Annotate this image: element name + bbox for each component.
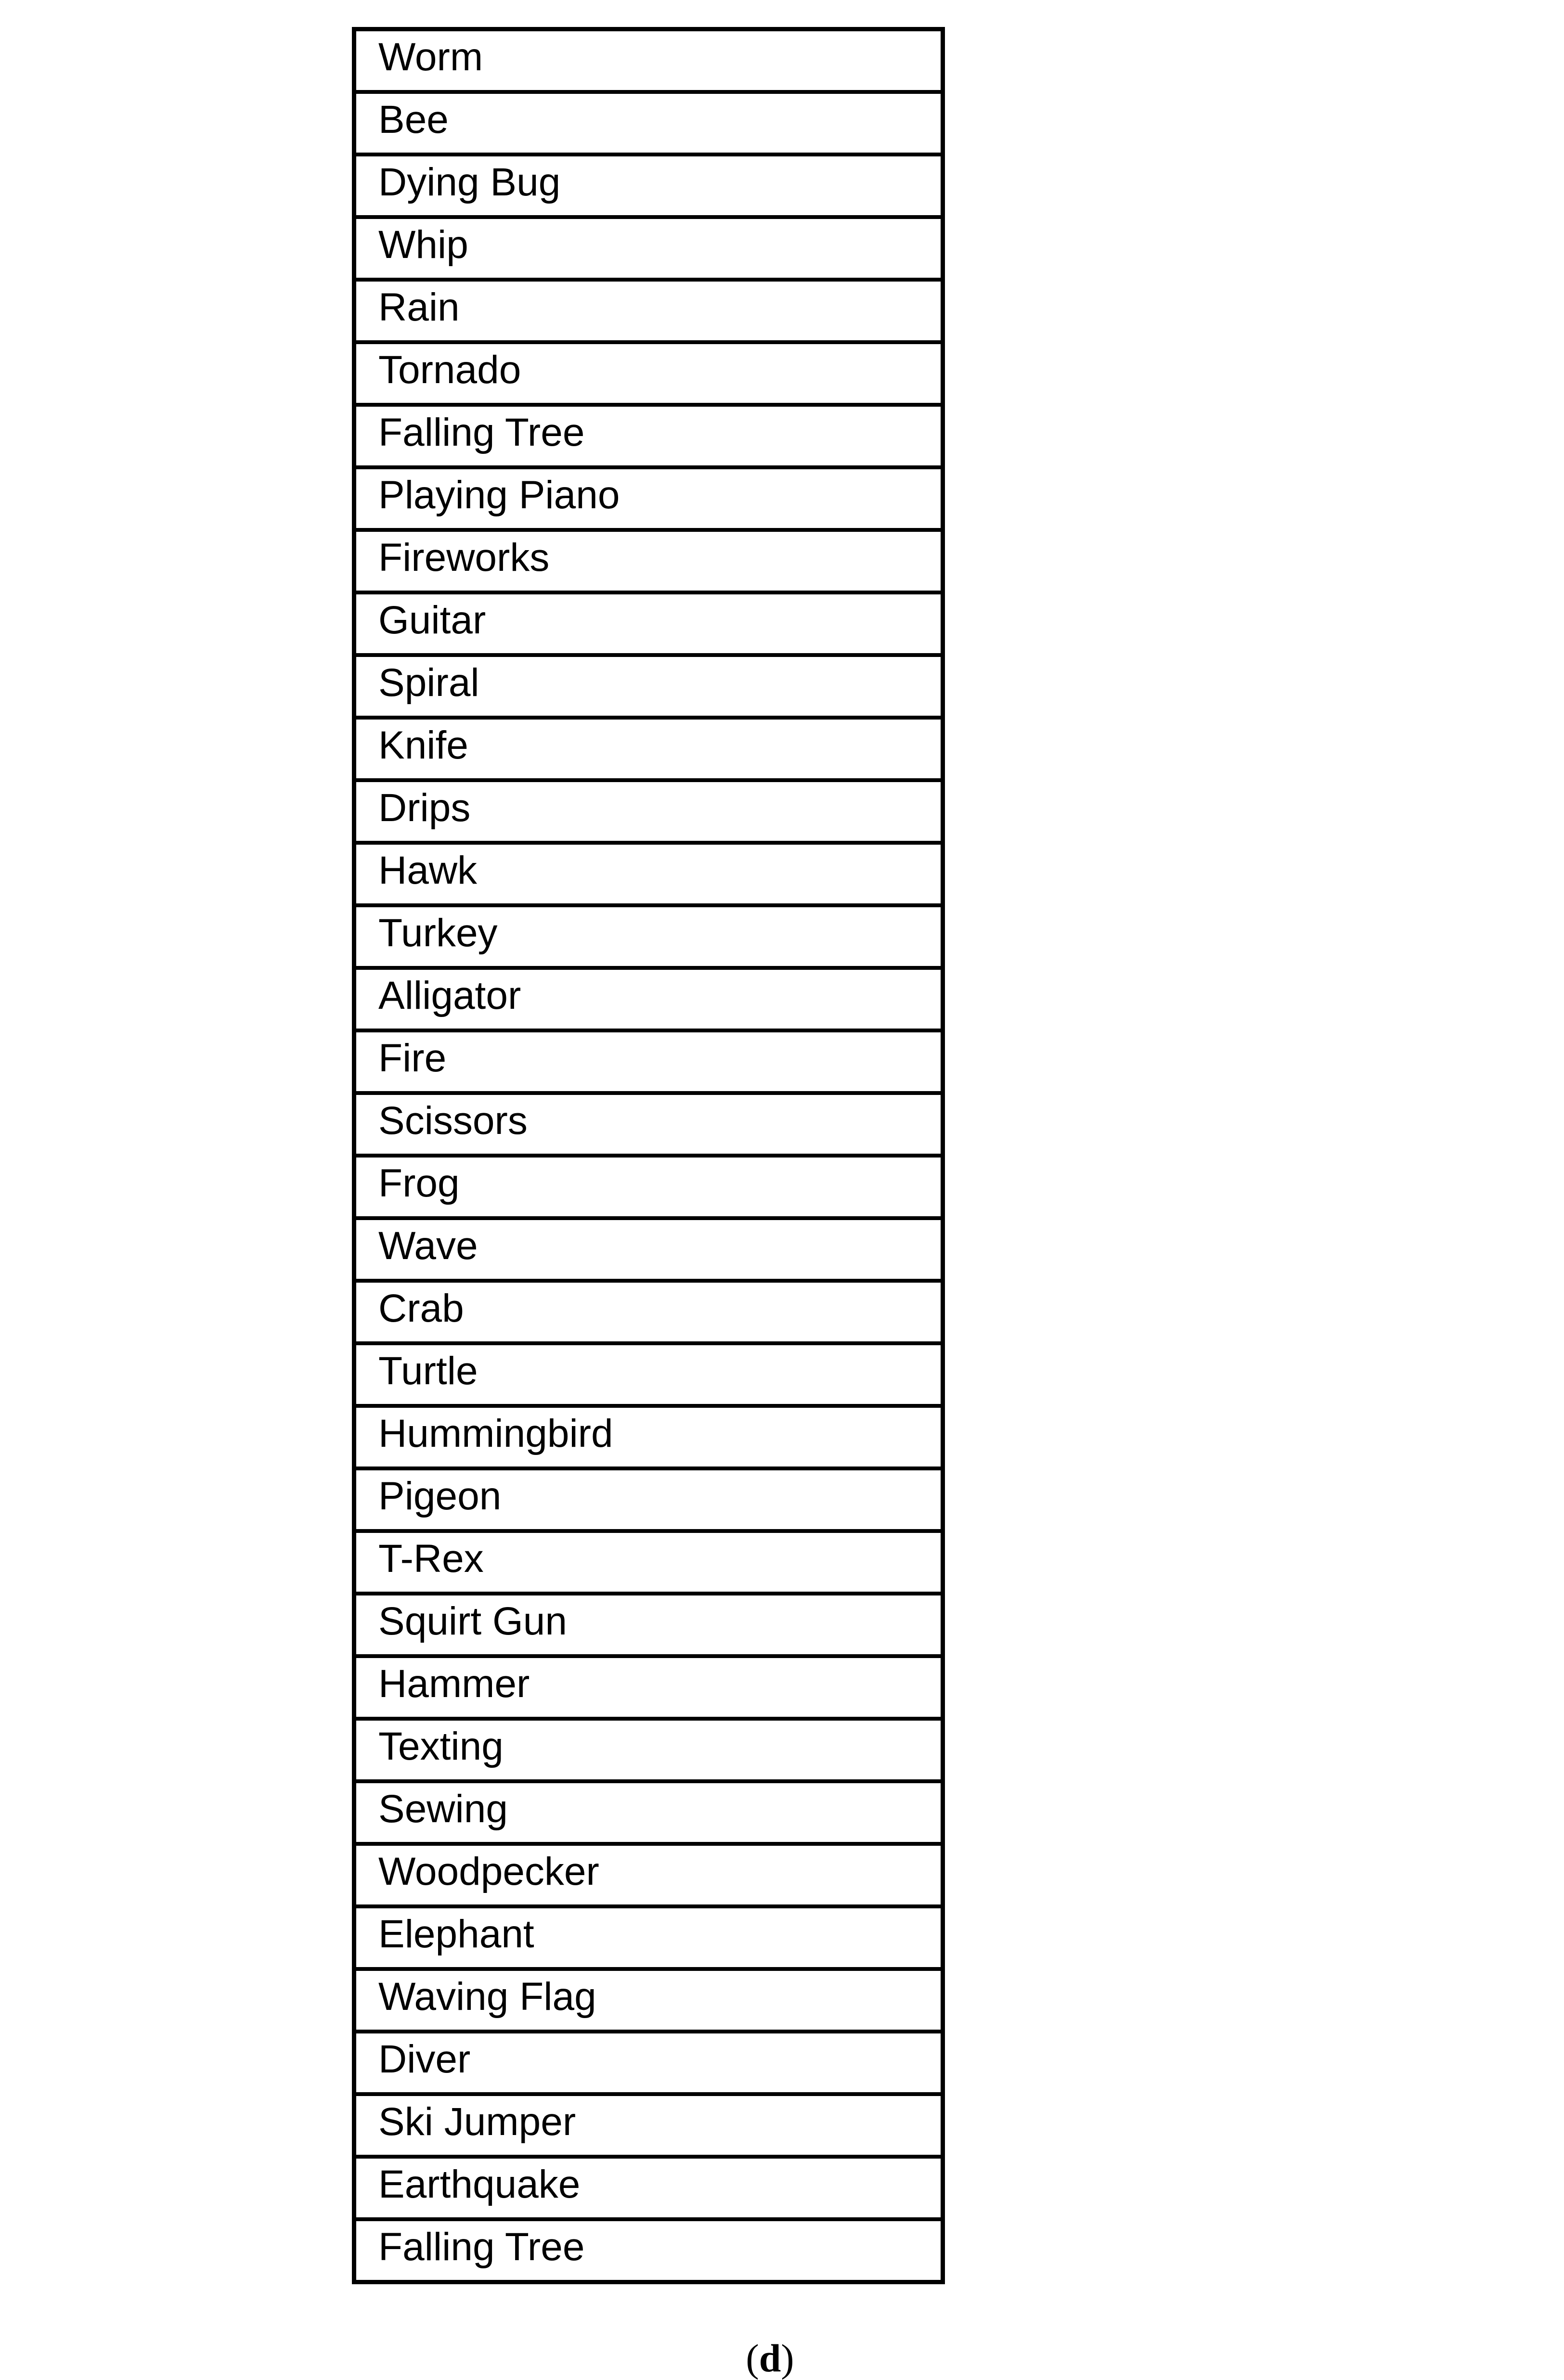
table-cell-text: Crab <box>378 1286 464 1330</box>
table-cell-text: Earthquake <box>378 2162 581 2206</box>
table-cell-text: Hummingbird <box>378 1412 613 1455</box>
table-row <box>356 1783 941 1846</box>
table-cell-text: Waving Flag <box>378 1975 596 2019</box>
table-cell-text: Playing Piano <box>378 473 620 517</box>
table-row <box>356 970 941 1032</box>
table-row <box>356 1283 941 1345</box>
table-cell-text: Bee <box>378 98 449 142</box>
table-row <box>356 2096 941 2159</box>
table-row <box>356 720 941 782</box>
table-cell-text: Falling Tree <box>378 2225 585 2269</box>
table-cell-text: Texting <box>378 1724 504 1768</box>
figure-caption <box>0 2337 1552 2380</box>
table-cell-text: Alligator <box>378 974 521 1017</box>
table-row <box>356 1032 941 1095</box>
table-cell-text: Guitar <box>378 598 486 642</box>
table-row <box>356 2033 941 2096</box>
table-row <box>356 1408 941 1470</box>
table-cell-text: Whip <box>378 223 468 267</box>
table-row <box>356 1158 941 1220</box>
table-row <box>356 1470 941 1533</box>
table-row <box>356 1971 941 2033</box>
table-cell-text: Fire <box>378 1036 447 1080</box>
table-row <box>356 1846 941 1908</box>
table-row <box>356 907 941 970</box>
table-row <box>356 344 941 407</box>
table-row <box>356 1095 941 1158</box>
table-cell-text: Dying Bug <box>378 160 561 204</box>
table-row <box>356 2221 941 2280</box>
table-cell-text: Turkey <box>378 911 498 955</box>
table-cell-text: Spiral <box>378 661 479 705</box>
table-cell-text: Pigeon <box>378 1474 502 1518</box>
table-cell-text: Frog <box>378 1161 460 1205</box>
table-row <box>356 657 941 720</box>
table-row <box>356 2159 941 2221</box>
table-cell-text: Ski Jumper <box>378 2100 576 2144</box>
item-list-table <box>352 27 945 2284</box>
table-cell-text: Worm <box>378 35 483 79</box>
table-cell-text: Tornado <box>378 348 521 392</box>
table-row <box>356 1595 941 1658</box>
table-cell-text: T-Rex <box>378 1537 484 1581</box>
table-row <box>356 1533 941 1595</box>
caption-close-paren: ) <box>781 2336 794 2380</box>
table-cell-text: Fireworks <box>378 536 550 579</box>
table-cell-text: Knife <box>378 723 468 767</box>
table-row <box>356 31 941 94</box>
caption-letter: d <box>759 2336 781 2380</box>
table-row <box>356 845 941 907</box>
table-cell-text: Sewing <box>378 1787 508 1831</box>
table-row <box>356 407 941 469</box>
table-cell-text: Falling Tree <box>378 411 585 454</box>
table-cell-text: Drips <box>378 786 471 830</box>
table-cell-text: Turtle <box>378 1349 478 1393</box>
table-row <box>356 156 941 219</box>
table-cell-text: Woodpecker <box>378 1850 599 1893</box>
table-row <box>356 594 941 657</box>
table-cell-text: Elephant <box>378 1912 534 1956</box>
table-row <box>356 1220 941 1283</box>
table-cell-text: Hammer <box>378 1662 530 1706</box>
table-cell-text: Diver <box>378 2037 471 2081</box>
table-cell-text: Rain <box>378 285 460 329</box>
table-cell-text: Scissors <box>378 1099 528 1143</box>
table-row <box>356 1345 941 1408</box>
table-row <box>356 94 941 156</box>
table-row <box>356 219 941 282</box>
table-row <box>356 469 941 532</box>
table-row <box>356 1658 941 1721</box>
table-row <box>356 1908 941 1971</box>
table-cell-text: Squirt Gun <box>378 1599 567 1643</box>
table-row <box>356 1721 941 1783</box>
caption-open-paren: ( <box>746 2336 759 2380</box>
table-row <box>356 782 941 845</box>
table-row <box>356 282 941 344</box>
table-cell-text: Wave <box>378 1224 478 1268</box>
table-row <box>356 532 941 594</box>
table-cell-text: Hawk <box>378 849 478 892</box>
